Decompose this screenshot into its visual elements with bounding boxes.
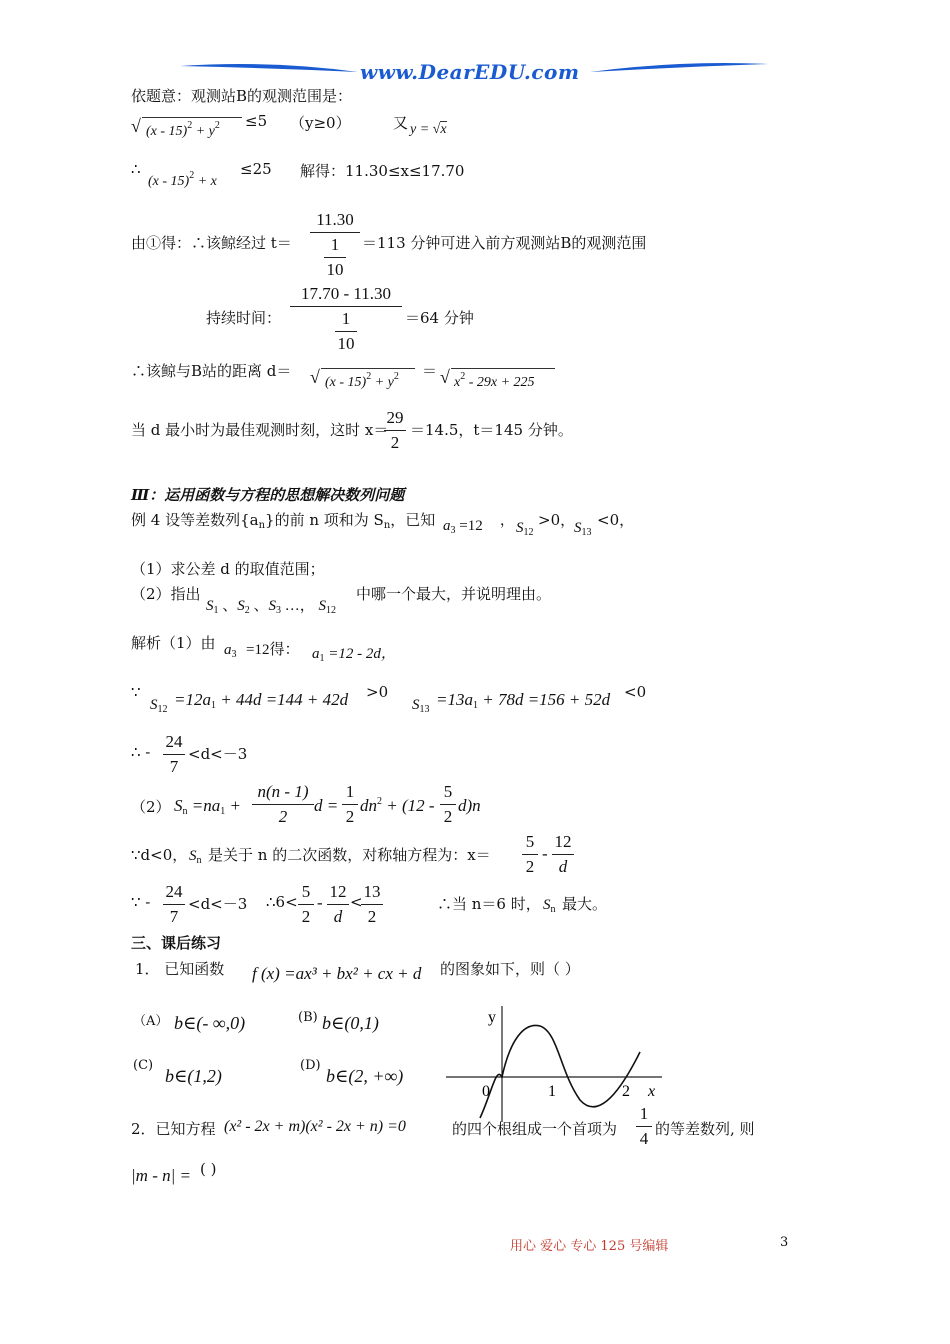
text: 最大。 [562,895,608,913]
formula: $x^2 - 29x + 225$ [454,371,535,390]
section-title: 三、课后练习 [131,934,222,952]
formula: f (x) =ax³ + bx² + cx + d [252,964,422,983]
formula: $dn^2 + (12$ - [360,796,435,815]
fraction: 1 4 [636,1104,652,1149]
page-number: 3 [780,1235,789,1250]
text: 当 d 最小时为最佳观测时刻，这时 x＝ [131,421,389,439]
y-label: y [488,1009,496,1026]
option-b[interactable]: b∈(0,1) [322,1013,379,1033]
text: >0， [538,511,576,529]
fraction [384,408,406,453]
text: ≤25 [240,160,272,178]
option-label: (C) [133,1058,154,1073]
text: ≤5 [245,112,268,130]
text: 的四个根组成一个首项为 [452,1120,618,1138]
header-swoosh-right [590,58,770,80]
fraction: 12 d [327,882,349,927]
footer-text: 用心 爱心 专心 125 号编辑 [510,1239,669,1254]
text: <0 [624,683,647,701]
tick-label-1: 1 [548,1083,556,1100]
formula: $S_{12}$ [150,697,168,715]
question-1: （1）求公差 d 的取值范围； [131,560,325,578]
formula: $=12a_1 + 44d =144 + 42d$ [174,690,349,711]
sqrt-sign: √ [310,367,320,387]
section-title: Ⅲ：运用函数与方程的思想解决数列问题 [131,486,405,504]
denominator: 10 [337,334,355,353]
numerator: 1 [341,309,351,328]
example-line: 例 4 设等差数列$\{a_n\}$的前 n 项和为 $S_n$，已知 [131,511,436,531]
fraction [290,284,402,354]
text: 是关于 n 的二次函数，对称轴方程为：x＝ [208,846,491,864]
numerator: 11.30 [316,210,354,229]
fraction: 5 2 [440,782,456,827]
text: ∴ - [131,743,151,761]
text: （2） [131,798,171,816]
text: <d<－3 [188,895,248,913]
formula: (x² - 2x + m)(x² - 2x + n) =0 [224,1118,406,1135]
cubic-curve [480,1025,640,1118]
formula: $a_1 =12 - 2d$， [312,646,396,664]
formula: $a_3$ [224,642,237,660]
formula: $S_{13}$ [574,520,592,538]
text: ＝ [422,362,438,380]
text: ＝14.5，t＝145 分钟。 [410,421,573,439]
option-label: (B) [298,1010,318,1025]
option-d[interactable]: b∈(2, +∞) [326,1066,404,1086]
numerator: 1 [330,235,340,254]
formula: $(x - 15)^2 + y^2$ [325,371,399,390]
text: ＝113 分钟可进入前方观测站B的观测范围 [362,234,647,252]
formula: (x - 15)$^2$ + x [148,170,217,189]
text: 又 [393,114,409,132]
text: 的图象如下，则（ ） [440,960,580,978]
header-swoosh-left [180,58,360,80]
text-line: 依题意：观测站B的观测范围是： [131,87,353,105]
text: 由①得：∴该鲸经过 t＝ [131,234,292,252]
fraction: 24 7 [163,732,185,777]
formula: d)n [458,796,481,815]
text: ∵ - [131,893,151,911]
fraction: 1 2 [342,782,358,827]
option-a[interactable]: b∈(- ∞,0) [174,1013,246,1033]
text: - [317,893,323,912]
formula: |m - n| = [131,1166,192,1185]
text: =12得： [246,642,300,658]
numerator: 17.70 - 11.30 [300,284,392,303]
sqrt-sign: √ [131,116,141,136]
option-label: (D) [300,1058,321,1073]
formula: $S_{13}$ [412,697,430,715]
denominator: 10 [326,260,344,279]
formula: $S_n =na_1$ + [174,796,241,817]
tick-label-2: 2 [622,1083,630,1100]
text: ∵ [131,683,141,701]
nested-fraction [324,235,346,280]
formula: $(x - 15)^2 + y^2$ [146,120,220,139]
text: （2）指出 [131,585,201,603]
text: < [350,893,363,911]
text: ∴当 n＝6 时， [437,895,541,913]
formula: y = √x [410,122,447,137]
text: - [542,844,548,863]
formula: $S_{12}$ [516,520,534,538]
text: 中哪一个最大，并说明理由。 [356,585,552,603]
formula: $S_n$ [189,848,202,866]
fraction: 5 2 [522,832,538,877]
text: 2．已知方程 [131,1120,216,1138]
numerator: 29 [386,408,404,427]
text: ∵d<0， [131,846,188,864]
formula: d = [314,796,339,815]
fraction: 12 d [552,832,574,877]
option-label: （A） [133,1014,169,1029]
denominator: 2 [390,433,400,452]
nested-fraction [335,309,357,354]
text: 1． 已知函数 [135,960,225,978]
fraction: 13 2 [361,882,383,927]
fraction: 5 2 [298,882,314,927]
formula: $a_3 =12$ [443,518,483,536]
fraction [310,210,360,280]
formula: $S_n$ [543,897,556,915]
text: >0 [366,683,389,701]
origin-label: 0 [482,1083,490,1100]
comma: ， [500,513,514,529]
fraction: 24 7 [163,882,185,927]
fraction: n(n - 1) 2 [252,782,314,827]
formula: $=13a_1 + 78d =156 + 52d$ [436,690,611,711]
sqrt-sign: √ [440,367,450,387]
text: 解得：11.30≤x≤17.70 [300,162,465,180]
formula: $S_1$ 、$S_2$ 、$S_3$ …， $S_{12}$ [206,598,337,616]
text: <0， [597,511,635,529]
answer-blank[interactable]: ( ) [200,1160,217,1178]
site-logo[interactable]: www.DearEDU.com [360,60,580,84]
text: 解析（1）由 [131,634,216,652]
text: （y≥0） [290,114,351,132]
text: ∴6< [266,893,298,911]
option-c[interactable]: b∈(1,2) [165,1066,222,1086]
text: 持续时间： [206,309,282,327]
x-label: x [648,1083,656,1100]
text: ∴该鲸与B站的距离 d＝ [131,362,292,380]
text: 的等差数列, 则 [655,1120,755,1138]
text: ＝64 分钟 [405,309,474,327]
text: <d<－3 [188,745,248,763]
text: ∴ [131,160,141,178]
